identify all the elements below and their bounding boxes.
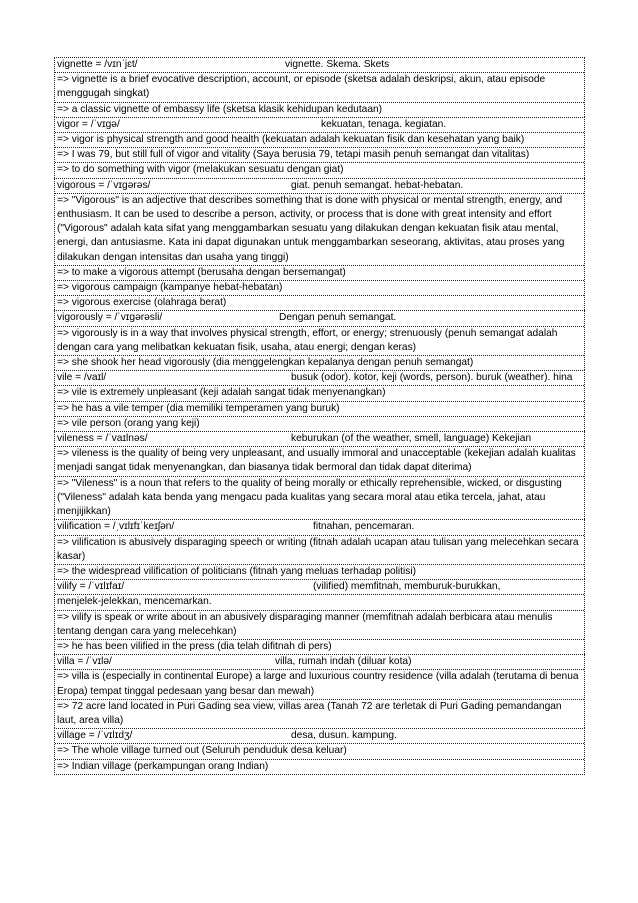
- entry-example-line: => he has been vilified in the press (dia telah difitnah di pers): [57, 640, 332, 652]
- entry-example-line: => I was 79, but still full of vigor and vitality (Saya berusia 79, tetapi masih penuh semangat dan vitalitas): [55, 148, 584, 163]
- entry-headword-line: [55, 311, 584, 326]
- entry-headword-line: [55, 179, 584, 194]
- entry-meaning: giat. penuh semangat. hebat-hebatan.: [291, 179, 464, 191]
- entry-example-line: => "Vigorous" is an adjective that describes something that is done with physical or mental strength, energy, and enthusiasm. It can be used to describe a person, activity, or process that is done with great intensity and effort ("Vigorous" adalah kata sifat yang menggambarkan sesuatu yang dilakukan dengan kekuatan fisik atau mental, energi, dan antusiasme. Kata ini dapat digunakan untuk menggambarkan seseorang, aktivitas, atau proses yang dilakukan dengan intensitas dan usaha yang tinggi): [55, 194, 584, 266]
- entry-meaning: desa, dusun. kampung.: [291, 730, 397, 742]
- entry-word: vileness = /ˈvaɪlnəs/: [57, 433, 148, 445]
- dictionary-entry: [54, 728, 585, 775]
- entry-word: vigor = /ˈvɪɡə/: [57, 118, 120, 130]
- entry-meaning: villa, rumah indah (diluar kota): [275, 656, 412, 668]
- entry-example-line: => vilification is abusively disparaging speech or writing (fitnah adalah ucapan atau tulisan yang melecehkan secara kasar): [55, 536, 584, 565]
- entry-example-line: => vigor is physical strength and good health (kekuatan adalah kekuatan fisik dan kesehatan yang baik): [55, 133, 584, 148]
- entry-example-line: => 72 acre land located in Puri Gading sea view, villas area (Tanah 72 are terletak di Puri Gading pemandangan laut, area villa): [57, 700, 562, 726]
- entry-headword-line: [55, 118, 584, 133]
- entry-example-line: => a classic vignette of embassy life (sketsa klasik kehidupan kedutaan): [57, 103, 383, 115]
- entry-example-line: => Indian village (perkampungan orang Indian): [57, 760, 269, 772]
- dictionary-entry: [54, 654, 585, 728]
- entry-example-line: => vignette is a brief evocative description, account, or episode (sketsa adalah deskripsi, akun, atau episode menggugah singkat): [55, 73, 584, 102]
- dictionary-page: [54, 57, 585, 775]
- entry-headword-line: [55, 520, 584, 535]
- entry-meaning: vignette. Skema. Skets: [285, 59, 390, 70]
- entry-word: villa = /ˈvɪlə/: [57, 656, 112, 668]
- entry-example-line: => villa is (especially in continental Europe) a large and luxurious country residence (villa adalah (terutama di benua Eropa) tempat tinggal pedesaan yang besar dan mewah): [55, 670, 584, 699]
- entry-example-line: menjelek-jelekkan, mencemarkan.: [55, 595, 584, 610]
- entry-example-line: => vigorous exercise (olahraga berat): [57, 297, 227, 309]
- entry-example-line: => vile person (orang yang keji): [57, 417, 200, 429]
- dictionary-entry: [54, 431, 585, 519]
- entry-meaning: fitnahan, pencemaran.: [313, 521, 415, 533]
- dictionary-entry: [54, 579, 585, 654]
- entry-example-line: => to make a vigorous attempt (berusaha dengan bersemangat): [55, 266, 584, 281]
- dictionary-entry: [54, 57, 585, 117]
- entry-headword-line: [55, 432, 584, 447]
- entry-example-line: => vileness is the quality of being very unpleasant, and usually immoral and unacceptable (kekejian adalah kualitas menjadi sangat tidak menyenangkan, dan biasanya tidak bermoral dan tidak dapat diterima): [55, 447, 584, 476]
- entry-example-line: => she shook her head vigorously (dia menggelengkan kepalanya dengan penuh semangat): [57, 357, 474, 369]
- entry-headword-line: [55, 371, 584, 386]
- entry-meaning: kekuatan, tenaga. kegiatan.: [321, 118, 447, 130]
- entry-headword-line: [55, 58, 584, 73]
- dictionary-entry: [54, 117, 585, 178]
- entry-example-line: => vigorously is in a way that involves physical strength, effort, or energy; strenuously (penuh semangat adalah dengan cara yang melibatkan kekuatan fisik, usaha, atau energi; dengan keras): [55, 327, 584, 356]
- entry-headword-line: [55, 655, 584, 670]
- dictionary-entry: [54, 519, 585, 579]
- dictionary-entry: [54, 310, 585, 370]
- entry-word: vignette = /vɪnˈjɛt/: [57, 59, 138, 70]
- entry-example-line: => "Vileness" is a noun that refers to the quality of being morally or ethically reprehensible, wicked, or disgusting ("Vileness" adalah kata benda yang mengacu pada kualitas yang secara moral atau etika tercela, jahat, atau menjijikkan): [57, 477, 562, 518]
- entry-list: [54, 57, 585, 775]
- entry-headword-line: [55, 729, 584, 744]
- entry-example-line: => vigorous campaign (kampanye hebat-hebatan): [55, 281, 584, 296]
- entry-example-line: => The whole village turned out (Seluruh penduduk desa keluar): [55, 744, 584, 759]
- dictionary-entry: [54, 178, 585, 311]
- entry-meaning: (vilified) memfitnah, memburuk-burukkan,: [313, 581, 501, 593]
- entry-meaning: keburukan (of the weather, smell, language) Kekejian: [291, 433, 532, 445]
- entry-word: village = /ˈvɪlɪdʒ/: [57, 730, 133, 742]
- entry-meaning: busuk (odor). kotor, keji (words, person). buruk (weather). hina: [291, 372, 573, 384]
- dictionary-entry: [54, 370, 585, 431]
- entry-headword-line: [55, 580, 584, 595]
- entry-word: vigorous = /ˈvɪɡərəs/: [57, 179, 151, 191]
- entry-meaning: Dengan penuh semangat.: [279, 312, 397, 324]
- entry-word: vigorously = /ˈvɪɡərəsli/: [57, 312, 163, 324]
- entry-example-line: => vile is extremely unpleasant (keji adalah sangat tidak menyenangkan): [55, 386, 584, 401]
- entry-example-line: => he has a vile temper (dia memiliki temperamen yang buruk): [55, 402, 584, 417]
- entry-word: vile = /vaɪl/: [57, 372, 107, 384]
- entry-word: vilify = /ˈvɪlɪfaɪ/: [57, 581, 125, 593]
- entry-word: vilification = /ˌvɪlɪfɪˈkeɪʃən/: [57, 521, 175, 533]
- entry-example-line: => the widespread vilification of politicians (fitnah yang meluas terhadap politisi): [57, 565, 417, 577]
- entry-example-line: => to do something with vigor (melakukan sesuatu dengan giat): [57, 164, 344, 176]
- entry-example-line: => vilify is speak or write about in an abusively disparaging manner (memfitnah adalah berbicara atau menulis tentang dengan cara yang melecehkan): [55, 611, 584, 640]
